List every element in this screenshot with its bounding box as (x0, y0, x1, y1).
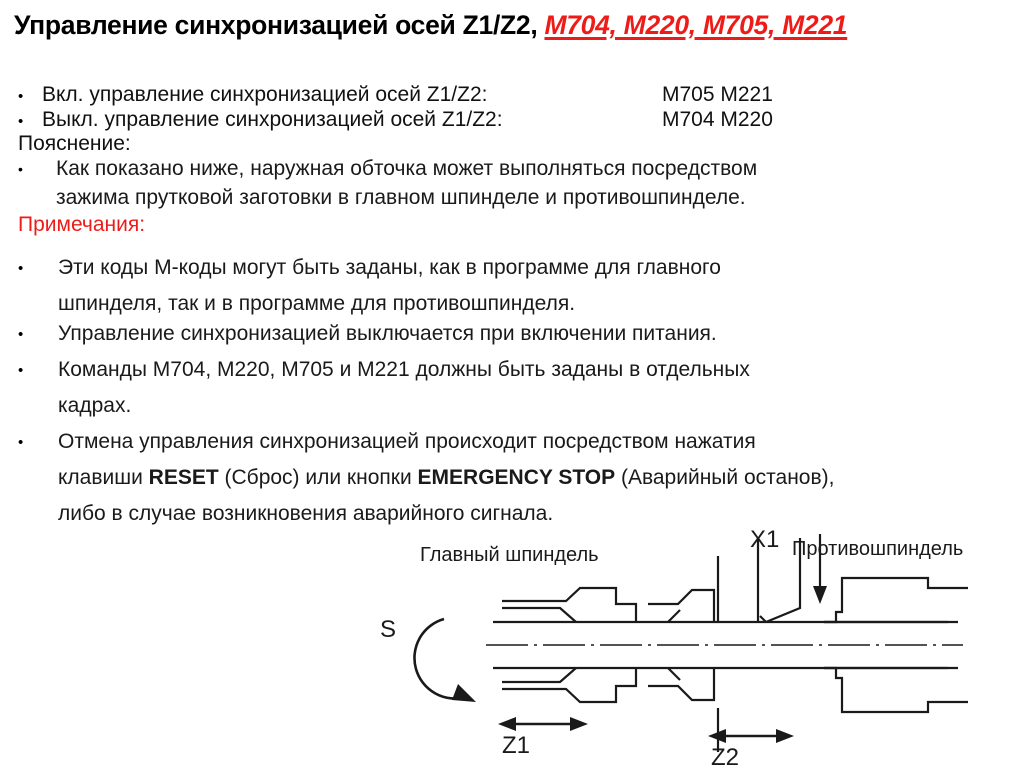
sync-off-codes: M704 M220 (662, 108, 773, 131)
note-4-line-1: Отмена управления синхронизацией происходит посредством нажатия (58, 430, 756, 453)
note-4-line-3: либо в случае возникновения аварийного сигнала. (58, 502, 554, 525)
z1-axis-label: Z1 (502, 732, 531, 759)
page-title-black: Управление синхронизацией осей Z1/Z2, (14, 10, 538, 40)
bullet-icon: • (18, 326, 24, 343)
bullet-icon: • (18, 113, 24, 130)
list-item-sync-on (18, 82, 773, 108)
bullet-icon: • (18, 88, 24, 105)
bullet-icon: • (18, 260, 24, 277)
guide-bush-upper-chamfer (668, 610, 680, 622)
note-4-text-c: (Сброс) или кнопки (218, 466, 418, 489)
explanation-item (18, 154, 757, 212)
note-item-3 (18, 352, 750, 424)
guide-bush-lower (648, 668, 714, 700)
counter-spindle-lower-body (824, 668, 968, 712)
sync-on-label: Вкл. управление синхронизацией осей Z1/Z2: (42, 83, 488, 106)
bullet-icon: • (18, 434, 24, 451)
explanation-heading: Пояснение: (18, 132, 131, 155)
note-2-line-1: Управление синхронизацией выключается при включении питания. (58, 322, 717, 345)
page-title (14, 10, 1018, 42)
z2-axis-label: Z2 (711, 744, 740, 771)
x1-axis-label: X1 (750, 526, 780, 553)
z1-arrow-head-left (498, 717, 516, 731)
main-chuck-upper-jaw (502, 608, 576, 622)
notes-heading: Примечания: (18, 213, 146, 236)
note-item-2 (18, 316, 717, 352)
explanation-line-1: Как показано ниже, наружная обточка может выполняться посредством (56, 157, 758, 180)
list-item-sync-off (18, 107, 773, 133)
z1-arrow-head-right (570, 717, 588, 731)
main-chuck-lower-jaw (502, 668, 576, 682)
spindle-rotation-arrowhead (452, 684, 476, 702)
bullet-icon: • (18, 362, 24, 379)
note-3-line-2: кадрах. (58, 394, 132, 417)
guide-bush-upper (648, 590, 714, 622)
guide-bush-lower-chamfer (668, 668, 680, 680)
z2-arrow-head-right (776, 729, 794, 743)
note-1-line-1: Эти коды М-коды могут быть заданы, как в программе для главного (58, 256, 721, 279)
note-4-estop-key: EMERGENCY STOP (417, 466, 616, 489)
note-item-1 (18, 250, 721, 322)
sync-on-codes: M705 M221 (662, 83, 773, 106)
note-4-text-e: (Аварийный останов), (615, 466, 835, 489)
note-4-text-a: клавиши (58, 466, 149, 489)
note-1-line-2: шпинделя, так и в программе для противошпинделя. (58, 292, 576, 315)
page-title-mcodes: M704, M220, M705, M221 (544, 10, 848, 40)
note-4-reset-key: RESET (148, 466, 219, 489)
note-4-line-2 (58, 460, 834, 496)
counter-spindle-label: Противошпиндель (792, 538, 964, 560)
x1-arrow-head (813, 586, 827, 604)
counter-spindle-upper-body (824, 578, 968, 622)
explanation-line-2: зажима прутковой заготовки в главном шпинделе и противошпинделе. (56, 186, 746, 209)
note-3-line-1: Команды M704, M220, M705 и M221 должны быть заданы в отдельных (58, 358, 750, 381)
spindle-speed-label: S (380, 616, 397, 643)
bullet-icon: • (18, 161, 23, 177)
main-spindle-label: Главный шпиндель (420, 544, 599, 566)
sync-off-label: Выкл. управление синхронизацией осей Z1/Z2: (42, 108, 503, 131)
lathe-synchronization-diagram (368, 512, 1024, 771)
